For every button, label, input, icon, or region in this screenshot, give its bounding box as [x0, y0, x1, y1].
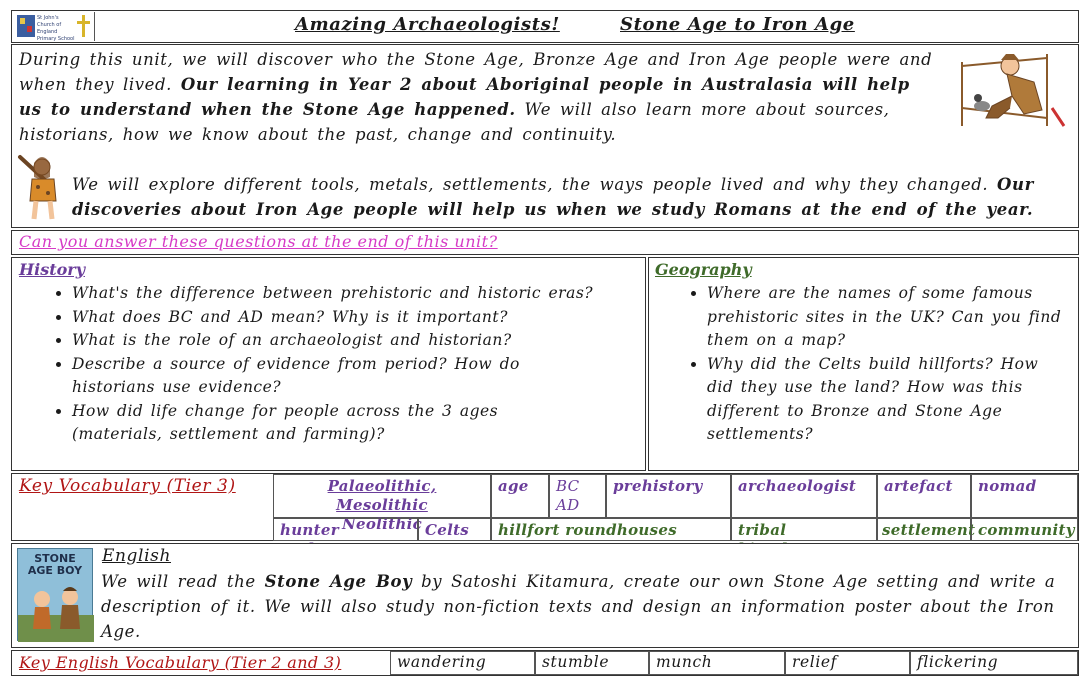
history-question: • Describe a source of evidence from period? How do historians use evidence? [72, 353, 542, 400]
caveman-illustration [16, 151, 64, 223]
history-heading: History [19, 260, 85, 279]
vocab-cell-archaeologist [731, 474, 877, 518]
intro-p1-text-a: During this unit, we will discover who the Stone Age, Bronze Age and Iron Age people were and when they lived. [19, 50, 933, 94]
vocab-cell-community [971, 518, 1078, 541]
english-vocab-word: relief [792, 653, 838, 671]
history-question-list [12, 282, 612, 447]
vocab-cell-prehistory [606, 474, 731, 518]
vocab-cell-hillfort [491, 518, 731, 541]
intro-paragraph-1 [19, 47, 941, 147]
school-logo-text: St John's Church of England Primary School [37, 15, 75, 42]
history-question: • What does BC and AD mean? Why is it important? [72, 306, 612, 330]
intro-p2-text-a: We will explore different tools, metals, settlements, the ways people lived and why they changed. [72, 175, 998, 194]
book-cover-title: STONE AGE BOY [27, 552, 83, 577]
school-logo [15, 12, 95, 41]
intro-p1-bold: Our learning in Year 2 about Aboriginal people in Australasia will help us to understand when the Stone Age happened. [19, 75, 910, 119]
vocab-word: prehistory [613, 477, 703, 495]
english-vocab-word: stumble [542, 653, 610, 671]
archaeologist-icon [952, 48, 1070, 134]
english-vocab-cell [910, 651, 1078, 675]
english-vocab-cell [785, 651, 910, 675]
history-question: • What is the role of an archaeologist and historian? [72, 329, 612, 353]
vocab-word: settlement [882, 521, 976, 539]
english-vocab-word: wandering [397, 653, 487, 671]
vocab-cell-bc-ad [549, 474, 606, 518]
vocab-cell-settlement [877, 518, 976, 541]
vocab-cell-age [491, 474, 549, 518]
intro-p2-bold: Our discoveries about Iron Age people will help us when we study Romans at the end of the year. [72, 175, 1034, 219]
geography-question: • Why did the Celts build hillforts? How did they use the land? How was this different to Bronze and Stone Age settlements? [707, 353, 1065, 447]
english-text-a: We will read the [101, 572, 265, 591]
english-vocabulary-heading: Key English Vocabulary (Tier 2 and 3) [19, 653, 342, 672]
vocab-word: Celts [425, 521, 470, 539]
english-text-b: by Satoshi Kitamura, create our own Stone Age setting and write a description of it. We will also study non-fiction texts and design an information poster about the Iron Age. [101, 572, 1056, 641]
english-vocab-cell [649, 651, 785, 675]
vocab-cell-artefact [877, 474, 971, 518]
english-heading: English [102, 546, 171, 566]
english-book-title: Stone Age Boy [264, 572, 413, 591]
vocab-word: Palaeolithic, Mesolithic [327, 477, 437, 514]
vocab-cell-celts [418, 518, 491, 541]
english-vocab-word: flickering [917, 653, 999, 671]
geography-section [648, 257, 1079, 471]
vocab-word: age [498, 477, 529, 495]
history-section [11, 257, 646, 471]
vocab-word: hunter [280, 521, 339, 539]
vocab-word: archaeologist [738, 477, 857, 495]
questions-heading-bar [11, 230, 1079, 255]
geography-question-list [649, 282, 1065, 447]
vocab-cell-hunter-gatherer [273, 518, 418, 541]
book-cover-illustration-icon [18, 549, 94, 642]
vocab-word: tribal [738, 521, 787, 539]
key-vocabulary-heading: Key Vocabulary (Tier 3) [19, 476, 236, 496]
history-question: • What's the difference between prehistoric and historic eras? [72, 282, 612, 306]
vocab-word: AD [556, 496, 580, 514]
english-vocab-word: munch [656, 653, 713, 671]
english-vocab-cell [390, 651, 535, 675]
vocab-word: nomad [978, 477, 1037, 495]
vocab-cell-nomad [971, 474, 1078, 518]
vocab-word: hillfort roundhouses [498, 521, 677, 539]
vocab-word: community [978, 521, 1075, 539]
history-question: • How did life change for people across the 3 ages (materials, settlement and farming)? [72, 400, 552, 447]
geography-heading: Geography [655, 260, 752, 279]
vocab-word: Neolithic [341, 515, 423, 533]
intro-paragraph-2 [72, 172, 1074, 222]
english-paragraph [101, 569, 1071, 644]
geography-question: • Where are the names of some famous prehistoric sites in the UK? Can you find them on a map? [707, 282, 1065, 353]
page-subtitle: Stone Age to Iron Age [620, 14, 855, 35]
intro-p1-text-b: We will also learn more about sources, historians, how we know about the past, change and continuity. [19, 100, 890, 144]
questions-heading: Can you answer these questions at the end of this unit? [19, 232, 498, 251]
header-bar [11, 10, 1079, 43]
vocab-cell-tribal-kingdoms [731, 518, 877, 541]
vocab-word: BC [556, 477, 580, 495]
caveman-icon [16, 151, 64, 223]
archaeologist-illustration [952, 48, 1070, 134]
intro-section [11, 44, 1079, 228]
english-vocab-cell [535, 651, 649, 675]
vocab-word: artefact [884, 477, 953, 495]
english-section [11, 543, 1079, 648]
page-title: Amazing Archaeologists! [295, 14, 560, 35]
book-cover [17, 548, 93, 641]
